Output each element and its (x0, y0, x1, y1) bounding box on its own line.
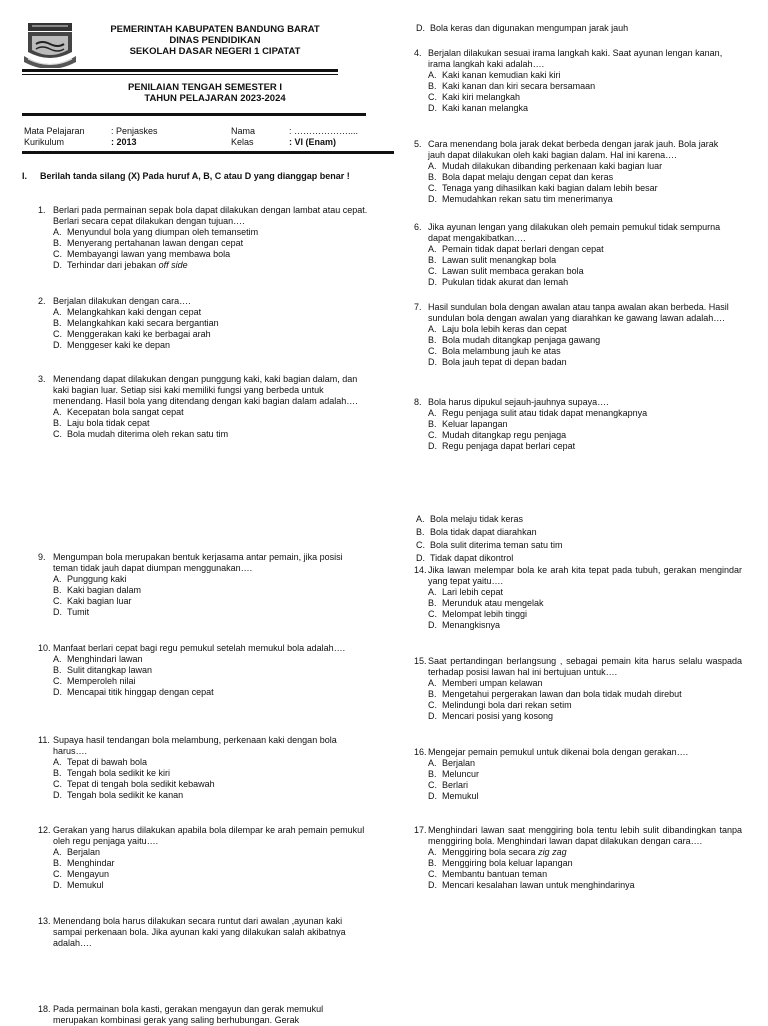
option-letter: C. (53, 869, 62, 879)
answer-option (428, 880, 742, 891)
option-letter: B. (428, 769, 437, 779)
option-letter: D. (428, 880, 437, 890)
question-number: 4. (414, 48, 422, 58)
question-text: Cara menendang bola jarak dekat berbeda dengan jarak jauh. Bola jarak jauh dapat dilakukan oleh kaki bagian dalam. Hal ini karena…. (428, 139, 719, 160)
option-text: Mengetahui pergerakan lawan dan bola tidak mudah direbut (442, 689, 682, 699)
option-letter: B. (428, 81, 437, 91)
answer-option (428, 598, 742, 609)
option-text: Bola sulit diterima teman satu tim (430, 540, 563, 550)
question-9 (38, 552, 368, 618)
option-text: Laju bola tidak cepat (67, 418, 150, 428)
answer-option (428, 858, 742, 869)
option-text: Mencari posisi yang kosong (442, 711, 554, 721)
answer-option (428, 791, 742, 802)
option-letter: C. (428, 869, 437, 879)
option-letter: C. (53, 429, 62, 439)
option-text: Kaki bagian dalam (67, 585, 142, 595)
option-letter: C. (428, 700, 437, 710)
question-15 (414, 656, 742, 722)
continued-options (416, 513, 563, 565)
option-text: Bola melaju tidak keras (430, 514, 524, 524)
option-letter: B. (428, 335, 437, 345)
option-letter: D. (428, 103, 437, 113)
option-text: Kaki kiri melangkah (442, 92, 521, 102)
answer-option (53, 880, 368, 891)
title-rule (22, 113, 366, 116)
question-text: Bola harus dipukul sejauh-jauhnya supaya…. (428, 397, 609, 407)
header-school: SEKOLAH DASAR NEGERI 1 CIPATAT (129, 46, 301, 57)
answer-option (428, 780, 742, 791)
answer-option (428, 161, 732, 172)
option-letter: A. (53, 757, 62, 767)
answer-option (53, 858, 368, 869)
option-letter: B. (428, 858, 437, 868)
option-letter: C. (53, 249, 62, 259)
curriculum-label: Kurikulum (24, 137, 65, 147)
answer-option (428, 277, 732, 288)
answer-option (428, 255, 732, 266)
option-text: Menggerakan kaki ke berbagai arah (67, 329, 211, 339)
answer-option (428, 103, 732, 114)
option-letter: B. (428, 689, 437, 699)
question-number: 6. (414, 222, 422, 232)
option-text: Memberi umpan kelawan (442, 678, 543, 688)
option-text: Berjalan (67, 847, 101, 857)
answer-option (428, 700, 742, 711)
option-text: Bola mudah diterima oleh rekan satu tim (67, 429, 229, 439)
option-letter: D. (428, 620, 437, 630)
answer-option (428, 172, 732, 183)
question-text: Manfaat berlari cepat bagi regu pemukul setelah memukul bola adalah…. (53, 643, 346, 653)
question-number: 8. (414, 397, 422, 407)
question-text: Mengumpan bola merupakan bentuk kerjasama antar pemain, jika posisi teman tidak jauh dapat diumpan menggunakan…. (53, 552, 343, 573)
question-6 (414, 222, 732, 288)
option-text: Memukul (67, 880, 104, 890)
answer-option (428, 430, 732, 441)
option-text: Tengah bola sedikit ke kiri (67, 768, 171, 778)
option-text: Keluar lapangan (442, 419, 508, 429)
question-number: 16. (414, 747, 427, 757)
option-text: Melindungi bola dari rekan setim (442, 700, 572, 710)
option-letter: B. (416, 527, 425, 537)
option-letter: C. (416, 540, 425, 550)
option-letter: D. (53, 880, 62, 890)
option-text: Bola dapat melaju dengan cepat dan keras (442, 172, 614, 182)
option-letter: A. (428, 587, 437, 597)
question-13 (38, 916, 368, 949)
option-letter: A. (53, 847, 62, 857)
question-text: Berlari pada permainan sepak bola dapat dilakukan dengan lambat atau cepat. Berlari secara cepat dilakukan dengan tujuan…. (53, 205, 368, 226)
option-text: Mencapai titik hinggap dengan cepat (67, 687, 214, 697)
option-letter: D. (428, 357, 437, 367)
option-text: Pemain tidak dapat berlari dengan cepat (442, 244, 604, 254)
option-text: Menggiring bola secara (442, 847, 539, 857)
question-text: Berjalan dilakukan sesuai irama langkah kaki. Saat ayunan lengan kanan, irama langkah kaki adalah…. (428, 48, 723, 69)
option-letter: D. (53, 607, 62, 617)
answer-option (53, 249, 368, 260)
option-text: Mengayun (67, 869, 110, 879)
answer-option (416, 539, 563, 552)
option-text: Meluncur (442, 769, 480, 779)
option-letter: A. (53, 574, 62, 584)
answer-option (428, 678, 742, 689)
option-letter: C. (428, 183, 437, 193)
option-text: Melompat lebih tinggi (442, 609, 528, 619)
question-number: 5. (414, 139, 422, 149)
answer-option (428, 335, 732, 346)
curriculum-value: : 2013 (111, 137, 137, 147)
question-number: 1. (38, 205, 46, 215)
option-letter: A. (428, 678, 437, 688)
question-text: Pada permainan bola kasti, gerakan mengayun dan gerak memukul merupakan kombinasi gerak yang saling berhubungan. Gerak (53, 1004, 324, 1025)
exam-year: TAHUN PELAJARAN 2023-2024 (144, 93, 286, 104)
question-number: 3. (38, 374, 46, 384)
meta-rule (22, 151, 394, 154)
answer-option (428, 587, 742, 598)
option-text: Bola mudah ditangkap penjaga gawang (442, 335, 601, 345)
question-10 (38, 643, 368, 698)
option-text: Membantu bantuan teman (442, 869, 548, 879)
option-text: Terhindar dari jebakan (67, 260, 159, 270)
option-letter: D. (416, 553, 425, 563)
answer-option (428, 441, 732, 452)
option-text: Memukul (442, 791, 479, 801)
answer-option (53, 596, 368, 607)
header-government: PEMERINTAH KABUPATEN BANDUNG BARAT (110, 24, 320, 35)
option-text: Lari lebih cepat (442, 587, 504, 597)
option-text: Laju bola lebih keras dan cepat (442, 324, 567, 334)
option-text: Memudahkan rekan satu tim menerimanya (442, 194, 613, 204)
header-rule-thick (22, 69, 338, 72)
option-text: Kecepatan bola sangat cepat (67, 407, 184, 417)
answer-option (53, 407, 368, 418)
option-text: Menghindari lawan (67, 654, 143, 664)
question-number: 17. (414, 825, 427, 835)
question-5 (414, 139, 732, 205)
answer-option (53, 329, 368, 340)
option-text: Tidak dapat dikontrol (430, 553, 514, 563)
subject-label: Mata Pelajaran (24, 126, 85, 136)
option-letter: A. (428, 408, 437, 418)
answer-option (428, 620, 742, 631)
answer-option (53, 779, 368, 790)
option-text: Tumit (67, 607, 90, 617)
instruction-number: I. (22, 171, 28, 181)
option-letter: D. (53, 687, 62, 697)
option-text: Menyerang pertahanan lawan dengan cepat (67, 238, 244, 248)
option-text: Tenaga yang dihasilkan kaki bagian dalam lebih besar (442, 183, 658, 193)
option-text: Bola melambung jauh ke atas (442, 346, 561, 356)
answer-option (428, 357, 732, 368)
question-text: Jika ayunan lengan yang dilakukan oleh pemain pemukul tidak sempurna dapat mengakibatkan…. (428, 222, 721, 243)
question-text: Menendang bola harus dilakukan secara runtut dari awalan ,ayunan kaki sampai perkenaan bola. Jika ayunan kaki yang dilakukan salah akibatnya adalah…. (53, 916, 346, 948)
option-text: Merunduk atau mengelak (442, 598, 544, 608)
option-letter: B. (428, 419, 437, 429)
option-italic-term: zig zag (538, 847, 567, 857)
option-letter: A. (428, 847, 437, 857)
question-number: 13. (38, 916, 51, 926)
option-letter: C. (53, 676, 62, 686)
answer-option (416, 526, 563, 539)
answer-option (428, 244, 732, 255)
option-letter: C. (53, 329, 62, 339)
answer-option (53, 847, 368, 858)
name-label: Nama (231, 126, 256, 136)
question-3 (38, 374, 368, 440)
option-letter: A. (428, 70, 437, 80)
option-letter: C. (53, 779, 62, 789)
answer-option (428, 324, 732, 335)
option-text: Menyundul bola yang diumpan oleh temansetim (67, 227, 259, 237)
option-letter: A. (428, 161, 437, 171)
option-text: Mudah ditangkap regu penjaga (442, 430, 567, 440)
question-14 (414, 565, 742, 631)
question-text: Saat pertandingan berlangsung , sebagai pemain kita harus selalu waspada terhadap posisi lawan hal ini bertujuan untuk…. (428, 656, 742, 677)
question-text: Berjalan dilakukan dengan cara…. (53, 296, 191, 306)
subject-value: : Penjaskes (111, 126, 158, 136)
option-text: Bola jauh tepat di depan badan (442, 357, 567, 367)
option-text: Regu penjaga dapat berlari cepat (442, 441, 576, 451)
question-text: Jika lawan melempar bola ke arah kita tepat pada tubuh, gerakan mengindar yang tepat yaitu…. (428, 565, 742, 586)
answer-option (416, 552, 563, 565)
option-letter: D. (416, 23, 425, 33)
option-text: Melangkahkan kaki secara bergantian (67, 318, 219, 328)
option-letter: D. (428, 711, 437, 721)
option-letter: B. (53, 585, 62, 595)
answer-option (428, 869, 742, 880)
option-text: Menghindar (67, 858, 115, 868)
question-17 (414, 825, 742, 891)
answer-option (53, 307, 368, 318)
answer-option (428, 758, 742, 769)
answer-option (428, 769, 742, 780)
answer-option (53, 574, 368, 585)
question-text: Hasil sundulan bola dengan awalan atau tanpa awalan akan berbeda. Hasil sundulan bola dengan awalan yang diarahkan ke gawang lawan adalah…. (428, 302, 729, 323)
answer-option (53, 429, 368, 440)
question-text: Menendang dapat dilakukan dengan punggung kaki, kaki bagian dalam, dan kaki bagian luar. Setiap sisi kaki memiliki fungsi yang berbeda untuk menendang. Hasil bola yang ditendang dengan kaki bagian dalam adalah…. (53, 374, 358, 406)
answer-option (428, 266, 732, 277)
option-text: Bola keras dan digunakan mengumpan jarak jauh (430, 23, 629, 33)
answer-option (428, 847, 742, 858)
answer-option (53, 757, 368, 768)
option-letter: A. (53, 227, 62, 237)
option-letter: B. (53, 665, 62, 675)
option-letter: D. (53, 790, 62, 800)
answer-option (428, 346, 732, 357)
option-letter: A. (53, 307, 62, 317)
answer-option (53, 654, 368, 665)
answer-option (53, 340, 368, 351)
option-text: Kaki bagian luar (67, 596, 132, 606)
answer-option (53, 687, 368, 698)
option-letter: B. (428, 598, 437, 608)
option-letter: A. (428, 324, 437, 334)
question-4 (414, 48, 732, 114)
answer-option (53, 418, 368, 429)
question-number: 15. (414, 656, 427, 666)
option-text: Lawan sulit menangkap bola (442, 255, 557, 265)
question-number: 9. (38, 552, 46, 562)
question-number: 12. (38, 825, 51, 835)
option-letter: B. (428, 255, 437, 265)
option-letter: D. (53, 260, 62, 270)
option-text: Melangkahkan kaki dengan cepat (67, 307, 202, 317)
option-text: Bola tidak dapat diarahkan (430, 527, 537, 537)
name-value: : ……………….... (289, 126, 359, 136)
question-7 (414, 302, 732, 368)
school-district-logo (22, 22, 78, 68)
option-text: Kaki kanan kemudian kaki kiri (442, 70, 561, 80)
option-text: Mencari kesalahan lawan untuk menghindarinya (442, 880, 635, 890)
question-number: 7. (414, 302, 422, 312)
option-text: Kaki kanan melangka (442, 103, 529, 113)
question-12 (38, 825, 368, 891)
question-text: Menghindari lawan saat menggiring bola tentu lebih sulit dibandingkan tanpa menggiring bola. Menghindari lawan dapat dilakukan dengan cara…. (428, 825, 742, 846)
option-letter: C. (428, 346, 437, 356)
option-letter: C. (428, 92, 437, 102)
option-text: Berlari (442, 780, 469, 790)
answer-option (53, 238, 368, 249)
option-text: Memperoleh nilai (67, 676, 136, 686)
answer-option (428, 183, 732, 194)
option-letter: B. (53, 318, 62, 328)
option-text: Tepat di tengah bola sedikit kebawah (67, 779, 215, 789)
answer-option (53, 869, 368, 880)
option-letter: C. (428, 266, 437, 276)
question-number: 14. (414, 565, 427, 575)
option-letter: A. (428, 244, 437, 254)
option-letter: B. (53, 768, 62, 778)
question-number: 2. (38, 296, 46, 306)
option-letter: C. (53, 596, 62, 606)
option-letter: B. (53, 238, 62, 248)
answer-option (428, 194, 732, 205)
option-letter: C. (428, 780, 437, 790)
answer-option (428, 711, 742, 722)
answer-option (53, 585, 368, 596)
option-text: Tepat di bawah bola (67, 757, 148, 767)
question-number: 18. (38, 1004, 51, 1014)
answer-option (53, 768, 368, 779)
option-letter: A. (53, 654, 62, 664)
answer-option (53, 790, 368, 801)
header-rule-thin (22, 74, 338, 75)
option-letter: A. (416, 514, 425, 524)
right-top-option (416, 22, 628, 35)
answer-option (53, 318, 368, 329)
option-letter: D. (53, 340, 62, 350)
question-8 (414, 397, 732, 452)
answer-option (416, 513, 563, 526)
question-16 (414, 747, 742, 802)
answer-option (53, 260, 368, 271)
answer-option (53, 607, 368, 618)
exam-title: PENILAIAN TENGAH SEMESTER I (127, 82, 283, 93)
option-letter: D. (428, 277, 437, 287)
option-letter: D. (428, 791, 437, 801)
answer-option (53, 665, 368, 676)
instruction (22, 171, 372, 182)
class-label: Kelas (231, 137, 254, 147)
option-text: Berjalan (442, 758, 476, 768)
answer-option (428, 609, 742, 620)
option-text: Mudah dilakukan dibanding perkenaan kaki bagian luar (442, 161, 663, 171)
header-department: DINAS PENDIDIKAN (169, 35, 261, 46)
question-text: Supaya hasil tendangan bola melambung, perkenaan kaki dengan bola harus…. (53, 735, 337, 756)
option-text: Lawan sulit membaca gerakan bola (442, 266, 584, 276)
option-text: Sulit ditangkap lawan (67, 665, 153, 675)
option-letter: B. (428, 172, 437, 182)
question-number: 11. (38, 735, 50, 745)
option-letter: A. (53, 407, 62, 417)
question-text: Mengejar pemain pemukul untuk dikenai bola dengan gerakan…. (428, 747, 689, 757)
option-text: Menggiring bola keluar lapangan (442, 858, 573, 868)
question-11 (38, 735, 368, 801)
option-letter: B. (53, 418, 62, 428)
question-number: 10. (38, 643, 51, 653)
option-letter: B. (53, 858, 62, 868)
option-letter: D. (428, 194, 437, 204)
question-text: Gerakan yang harus dilakukan apabila bola dilempar ke arah pemain pemukul oleh regu penjaga yaitu…. (53, 825, 365, 846)
answer-option (428, 70, 732, 81)
answer-option (53, 227, 368, 238)
option-letter: C. (428, 430, 437, 440)
option-letter: A. (428, 758, 437, 768)
option-text: Tengah bola sedikit ke kanan (67, 790, 184, 800)
answer-option (53, 676, 368, 687)
option-text: Membayangi lawan yang membawa bola (67, 249, 231, 259)
question-18 (38, 1004, 368, 1026)
class-value: : VI (Enam) (289, 137, 337, 147)
answer-option (428, 689, 742, 700)
answer-option (428, 81, 732, 92)
option-letter: C. (428, 609, 437, 619)
option-italic-term: off side (158, 260, 188, 270)
option-text: Kaki kanan dan kiri secara bersamaan (442, 81, 596, 91)
option-text: Pukulan tidak akurat dan lemah (442, 277, 569, 287)
option-letter: D. (428, 441, 437, 451)
option-d (416, 22, 628, 35)
answer-option (428, 92, 732, 103)
option-text: Regu penjaga sulit atau tidak dapat menangkapnya (442, 408, 648, 418)
option-text: Punggung kaki (67, 574, 127, 584)
answer-option (428, 408, 732, 419)
instruction-text: Berilah tanda silang (X) Pada huruf A, B, C atau D yang dianggap benar ! (40, 171, 350, 181)
option-text: Menggeser kaki ke depan (67, 340, 171, 350)
option-text: Menangkisnya (442, 620, 501, 630)
question-1 (38, 205, 368, 271)
answer-option (428, 419, 732, 430)
question-2 (38, 296, 368, 351)
